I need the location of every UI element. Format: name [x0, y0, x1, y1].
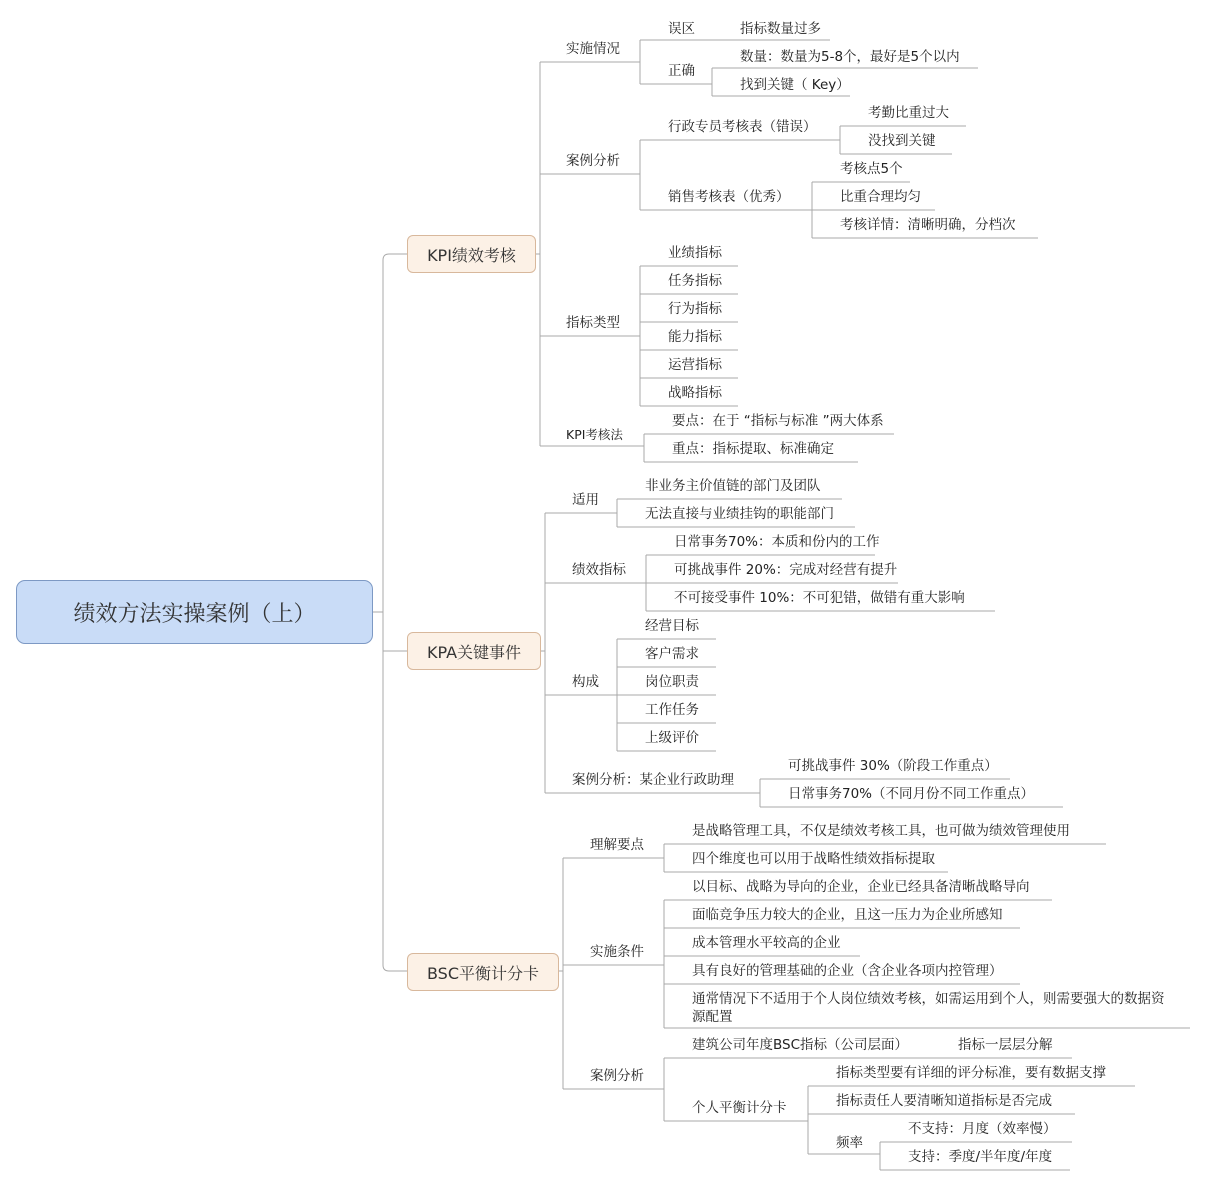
node-composition-item[interactable]: 上级评价: [645, 730, 699, 746]
node-type-item[interactable]: 战略指标: [668, 385, 722, 401]
node-indicator-item[interactable]: 日常事务70%：本质和份内的工作: [674, 534, 880, 550]
node-condition-item[interactable]: 成本管理水平较高的企业: [692, 935, 841, 951]
node-type-item[interactable]: 运营指标: [668, 357, 722, 373]
node-kpa-indicators[interactable]: 绩效指标: [572, 562, 626, 578]
node-correct-item[interactable]: 找到关键（ Key）: [740, 77, 850, 93]
node-method-item[interactable]: 要点：在于 “指标与标准 ”两大体系: [672, 413, 884, 429]
node-understanding-item[interactable]: 是战略管理工具，不仅是绩效考核工具，也可做为绩效管理使用: [692, 823, 1070, 839]
connector-line: [383, 965, 407, 971]
node-applicable-item[interactable]: 无法直接与业绩挂钩的职能部门: [645, 506, 834, 522]
topic-kpi[interactable]: KPI绩效考核: [407, 235, 536, 273]
node-bsc-case[interactable]: 案例分析: [590, 1068, 644, 1084]
node-sales-item[interactable]: 考核点5个: [840, 161, 903, 177]
node-correct[interactable]: 正确: [668, 63, 695, 79]
node-admin-item[interactable]: 考勤比重过大: [868, 105, 949, 121]
node-kpa-case-item[interactable]: 日常事务70%（不同月份不同工作重点）: [788, 786, 1035, 802]
node-applicable-item[interactable]: 非业务主价值链的部门及团队: [645, 478, 821, 494]
node-indicator-item[interactable]: 不可接受事件 10%：不可犯错，做错有重大影响: [674, 590, 965, 606]
node-mistake-item[interactable]: 指标数量过多: [740, 21, 821, 37]
node-kpi-case[interactable]: 案例分析: [566, 153, 620, 169]
topic-kpa[interactable]: KPA关键事件: [407, 632, 541, 670]
node-implementation[interactable]: 实施情况: [566, 41, 620, 57]
node-frequency-item[interactable]: 支持：季度/半年度/年度: [908, 1149, 1053, 1165]
node-kpa-case-item[interactable]: 可挑战事件 30%（阶段工作重点）: [788, 758, 998, 774]
node-composition-item[interactable]: 岗位职责: [645, 674, 699, 690]
node-method-item[interactable]: 重点：指标提取、标准确定: [672, 441, 834, 457]
node-kpi-method[interactable]: KPI考核法: [566, 427, 623, 442]
node-composition-item[interactable]: 工作任务: [645, 702, 699, 718]
node-company-bsc[interactable]: 建筑公司年度BSC指标（公司层面）: [692, 1037, 909, 1053]
node-conditions[interactable]: 实施条件: [590, 944, 644, 960]
node-indicator-types[interactable]: 指标类型: [566, 315, 620, 331]
node-admin-form[interactable]: 行政专员考核表（错误）: [668, 119, 817, 135]
node-correct-item[interactable]: 数量：数量为5-8个，最好是5个以内: [740, 49, 960, 65]
node-condition-item[interactable]: 面临竞争压力较大的企业，且这一压力为企业所感知: [692, 907, 1003, 923]
root-topic[interactable]: 绩效方法实操案例（上）: [16, 580, 373, 644]
node-personal-item[interactable]: 指标类型要有详细的评分标准，要有数据支撑: [836, 1065, 1106, 1081]
node-understanding[interactable]: 理解要点: [590, 837, 644, 853]
node-personal-item[interactable]: 指标责任人要清晰知道指标是否完成: [836, 1093, 1052, 1109]
node-type-item[interactable]: 能力指标: [668, 329, 722, 345]
node-type-item[interactable]: 业绩指标: [668, 245, 722, 261]
topic-bsc[interactable]: BSC平衡计分卡: [407, 953, 559, 991]
node-composition[interactable]: 构成: [572, 674, 599, 690]
node-understanding-item[interactable]: 四个维度也可以用于战略性绩效指标提取: [692, 851, 935, 867]
node-composition-item[interactable]: 经营目标: [645, 618, 699, 634]
node-frequency[interactable]: 频率: [836, 1135, 863, 1151]
node-personal-bsc[interactable]: 个人平衡计分卡: [692, 1100, 787, 1116]
node-type-item[interactable]: 行为指标: [668, 301, 722, 317]
node-sales-form[interactable]: 销售考核表（优秀）: [668, 189, 790, 205]
node-sales-item[interactable]: 比重合理均匀: [840, 189, 921, 205]
node-condition-item[interactable]: 以目标、战略为导向的企业，企业已经具备清晰战略导向: [692, 879, 1030, 895]
node-kpa-case[interactable]: 案例分析：某企业行政助理: [572, 772, 734, 788]
node-type-item[interactable]: 任务指标: [668, 273, 722, 289]
node-condition-item[interactable]: 具有良好的管理基础的企业（含企业各项内控管理）: [692, 963, 1003, 979]
node-frequency-item[interactable]: 不支持：月度（效率慢）: [908, 1121, 1057, 1137]
node-admin-item[interactable]: 没找到关键: [868, 133, 936, 149]
node-company-bsc-item[interactable]: 指标一层层分解: [958, 1037, 1053, 1053]
node-indicator-item[interactable]: 可挑战事件 20%：完成对经营有提升: [674, 562, 898, 578]
node-composition-item[interactable]: 客户需求: [645, 646, 699, 662]
node-sales-item[interactable]: 考核详情：清晰明确，分档次: [840, 217, 1016, 233]
node-applicable[interactable]: 适用: [572, 492, 599, 508]
node-mistake[interactable]: 误区: [668, 21, 695, 37]
node-condition-item[interactable]: 通常情况下不适用于个人岗位绩效考核，如需运用到个人，则需要强大的数据资源配置: [692, 991, 1165, 1025]
connector-line: [383, 254, 407, 260]
